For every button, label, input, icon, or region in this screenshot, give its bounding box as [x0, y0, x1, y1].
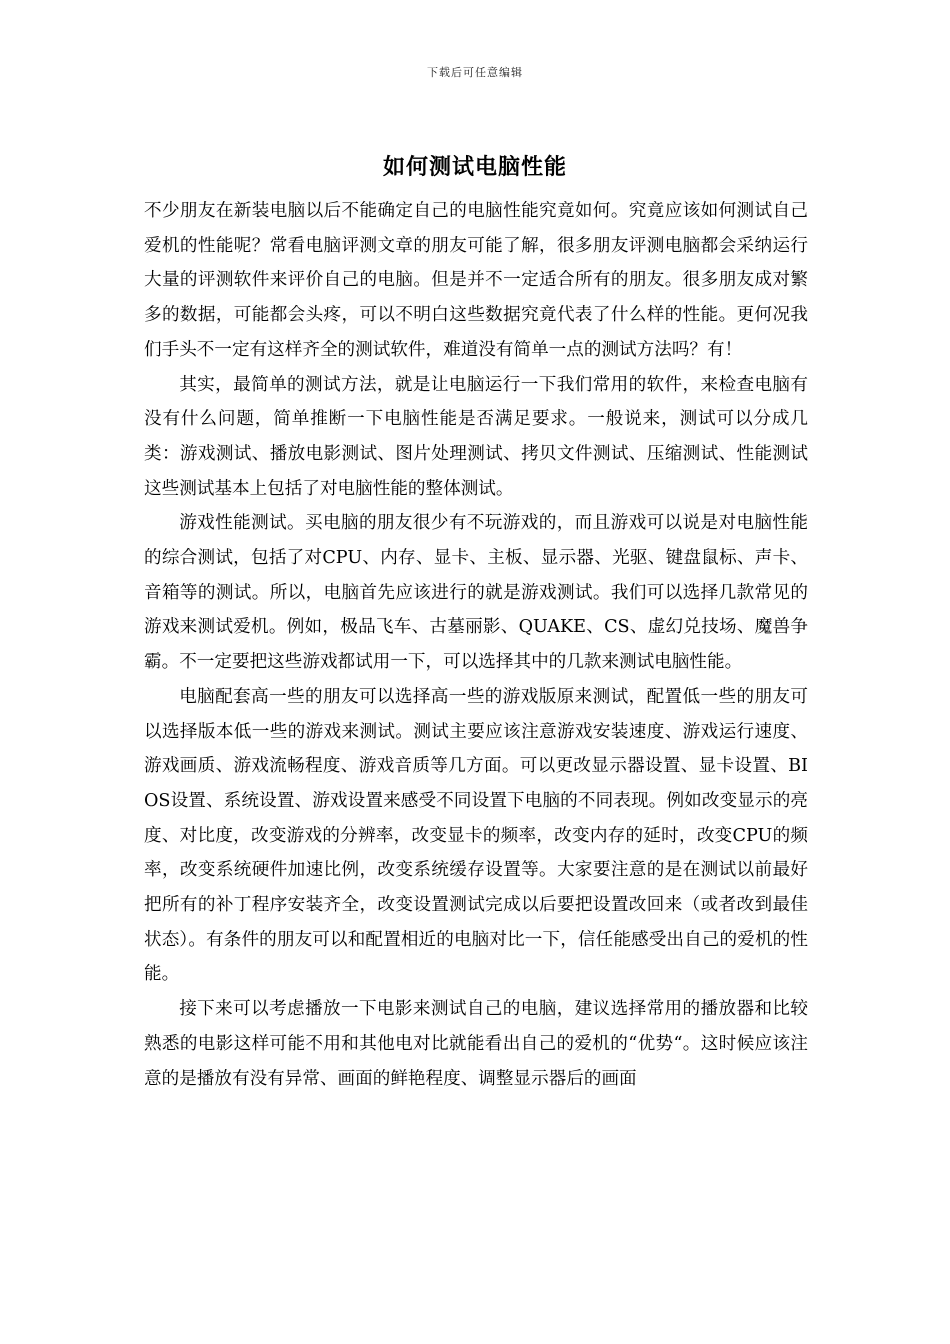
paragraph-movie-test: 接下来可以考虑播放一下电影来测试自己的电脑，建议选择常用的播放器和比较熟悉的电影这样可能不用和其他电对比就能看出自己的爱机的“优势“。这时候应该注意的是播放有没有异常、画面的鲜艳程度、调整显示器后的画面: [144, 999, 808, 1089]
paragraph-game-test: 游戏性能测试。买电脑的朋友很少有不玩游戏的，而且游戏可以说是对电脑性能的综合测试，包括了对CPU、内存、显卡、主板、显示器、光驱、键盘鼠标、声卡、音箱等的测试。所以，电脑首先应该进行的就是游戏测试。我们可以选择几款常见的游戏来测试爱机。例如，极品飞车、古墓丽影、QUAKE、CS、虚幻兑技场、魔兽争霸。不一定要把这些游戏都试用一下，可以选择其中的几款来测试电脑性能。: [144, 513, 808, 673]
header-note: 下载后可任意编辑: [427, 66, 523, 79]
paragraph-simple-method: 其实，最简单的测试方法，就是让电脑运行一下我们常用的软件，来检查电脑有没有什么问题，简单推断一下电脑性能是否满足要求。一般说来，测试可以分成几类：游戏测试、播放电影测试、图片处理测试、拷贝文件测试、压缩测试、性能测试这些测试基本上包括了对电脑性能的整体测试。: [144, 374, 808, 499]
document-body: [144, 194, 808, 1096]
document-title: 如何测试电脑性能: [382, 154, 567, 180]
paragraph-config-test: 电脑配套高一些的朋友可以选择高一些的游戏版原来测试，配置低一些的朋友可以选择版本低一些的游戏来测试。测试主要应该注意游戏安装速度、游戏运行速度、游戏画质、游戏流畅程度、游戏音质等几方面。可以更改显示器设置、显卡设置、BIOS设置、系统设置、游戏设置来感受不同设置下电脑的不同表现。例如改变显示的亮度、对比度，改变游戏的分辨率，改变显卡的频率，改变内存的延时，改变CPU的频率，改变系统硬件加速比例，改变系统缓存设置等。大家要注意的是在测试以前最好把所有的补丁程序安装齐全，改变设置测试完成以后要把设置改回来（或者改到最佳状态）。有条件的朋友可以和配置相近的电脑对比一下，信任能感受出自己的爱机的性能。: [144, 686, 808, 985]
paragraph-intro: 不少朋友在新装电脑以后不能确定自己的电脑性能究竟如何。究竟应该如何测试自己爱机的性能呢？常看电脑评测文章的朋友可能了解，很多朋友评测电脑都会采纳运行大量的评测软件来评价自己的电脑。但是并不一定适合所有的朋友。很多朋友成对繁多的数据，可能都会头疼，可以不明白这些数据究竟代表了什么样的性能。更何况我们手头不一定有这样齐全的测试软件，难道没有简单一点的测试方法吗？有！: [144, 201, 808, 360]
